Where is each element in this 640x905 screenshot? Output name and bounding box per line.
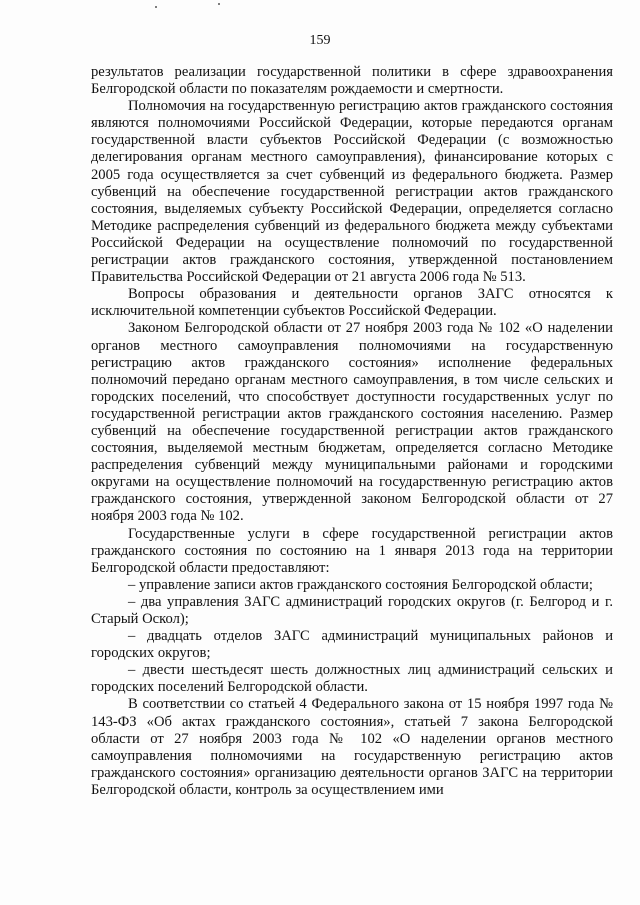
body-text	[91, 64, 613, 799]
list-item: – два управления ЗАГС администраций городских округов (г. Белгород и г. Старый Оскол);	[91, 593, 613, 627]
paragraph-federal-law: В соответствии со статьей 4 Федерального закона от 15 ноября 1997 года № 143-ФЗ «Об актах гражданского состояния», статьей 7 закона Белгородской области от 27 ноября 2003 года № 102 «О наделении органов местного самоуправления полномочиями на государственную регистрацию актов гражданского состояния» организацию деятельности органов ЗАГС на территории Белгородской области, контроль за осуществлением ими	[91, 696, 613, 798]
paragraph-belgorod-law: Законом Белгородской области от 27 ноября 2003 года № 102 «О наделении органов местного самоуправления полномочиями на государственную регистрацию актов гражданского состояния» исполнение федеральных полномочий передано органам местного самоуправления, в том числе сельских и городских поселений, что способствует доступности государственных услуг по государственной регистрации актов гражданского состояния населению. Размер субвенций на обеспечение государственной регистрации актов гражданского состояния, выделяемой местным бюджетам, определяется согласно Методике распределения субвенций между муниципальными районами и городскими округами на осуществление полномочий на государственную регистрацию актов гражданского состояния, утвержденной законом Белгородской области от 27 ноября 2003 года № 102.	[91, 320, 613, 525]
list-item: – двести шестьдесят шесть должностных лиц администраций сельских и городских поселений Белгородской области.	[91, 662, 613, 696]
page-number: 159	[309, 33, 331, 48]
paragraph-continuation: результатов реализации государственной политики в сфере здравоохранения Белгородской области по показателям рождаемости и смертности.	[91, 64, 613, 98]
paragraph-zags-competence: Вопросы образования и деятельности органов ЗАГС относятся к исключительной компетенции субъектов Российской Федерации.	[91, 286, 613, 320]
scan-speck	[218, 3, 220, 5]
scan-speck	[155, 6, 157, 8]
list-item: – двадцать отделов ЗАГС администраций муниципальных районов и городских округов;	[91, 628, 613, 662]
list-item: – управление записи актов гражданского состояния Белгородской области;	[128, 576, 593, 593]
paragraph-registration-powers: Полномочия на государственную регистрацию актов гражданского состояния являются полномочиями Российской Федерации, которые передаются органам государственной власти субъектов Российской Федерации (с возможностью делегирования органам местного самоуправления), финансирование которых с 2005 года осуществляется за счет субвенций из федерального бюджета. Размер субвенций на обеспечение государственной регистрации актов гражданского состояния, выделяемых субъекту Российской Федерации, определяется согласно Методике распределения субвенций из федерального бюджета между субъектами Российской Федерации на осуществление полномочий по государственной регистрации актов гражданского состояния, утвержденной постановлением Правительства Российской Федерации от 21 августа 2006 года № 513.	[91, 98, 613, 286]
paragraph-services-intro: Государственные услуги в сфере государственной регистрации актов гражданского состояния по состоянию на 1 января 2013 года на территории Белгородской области предоставляют:	[91, 525, 613, 576]
